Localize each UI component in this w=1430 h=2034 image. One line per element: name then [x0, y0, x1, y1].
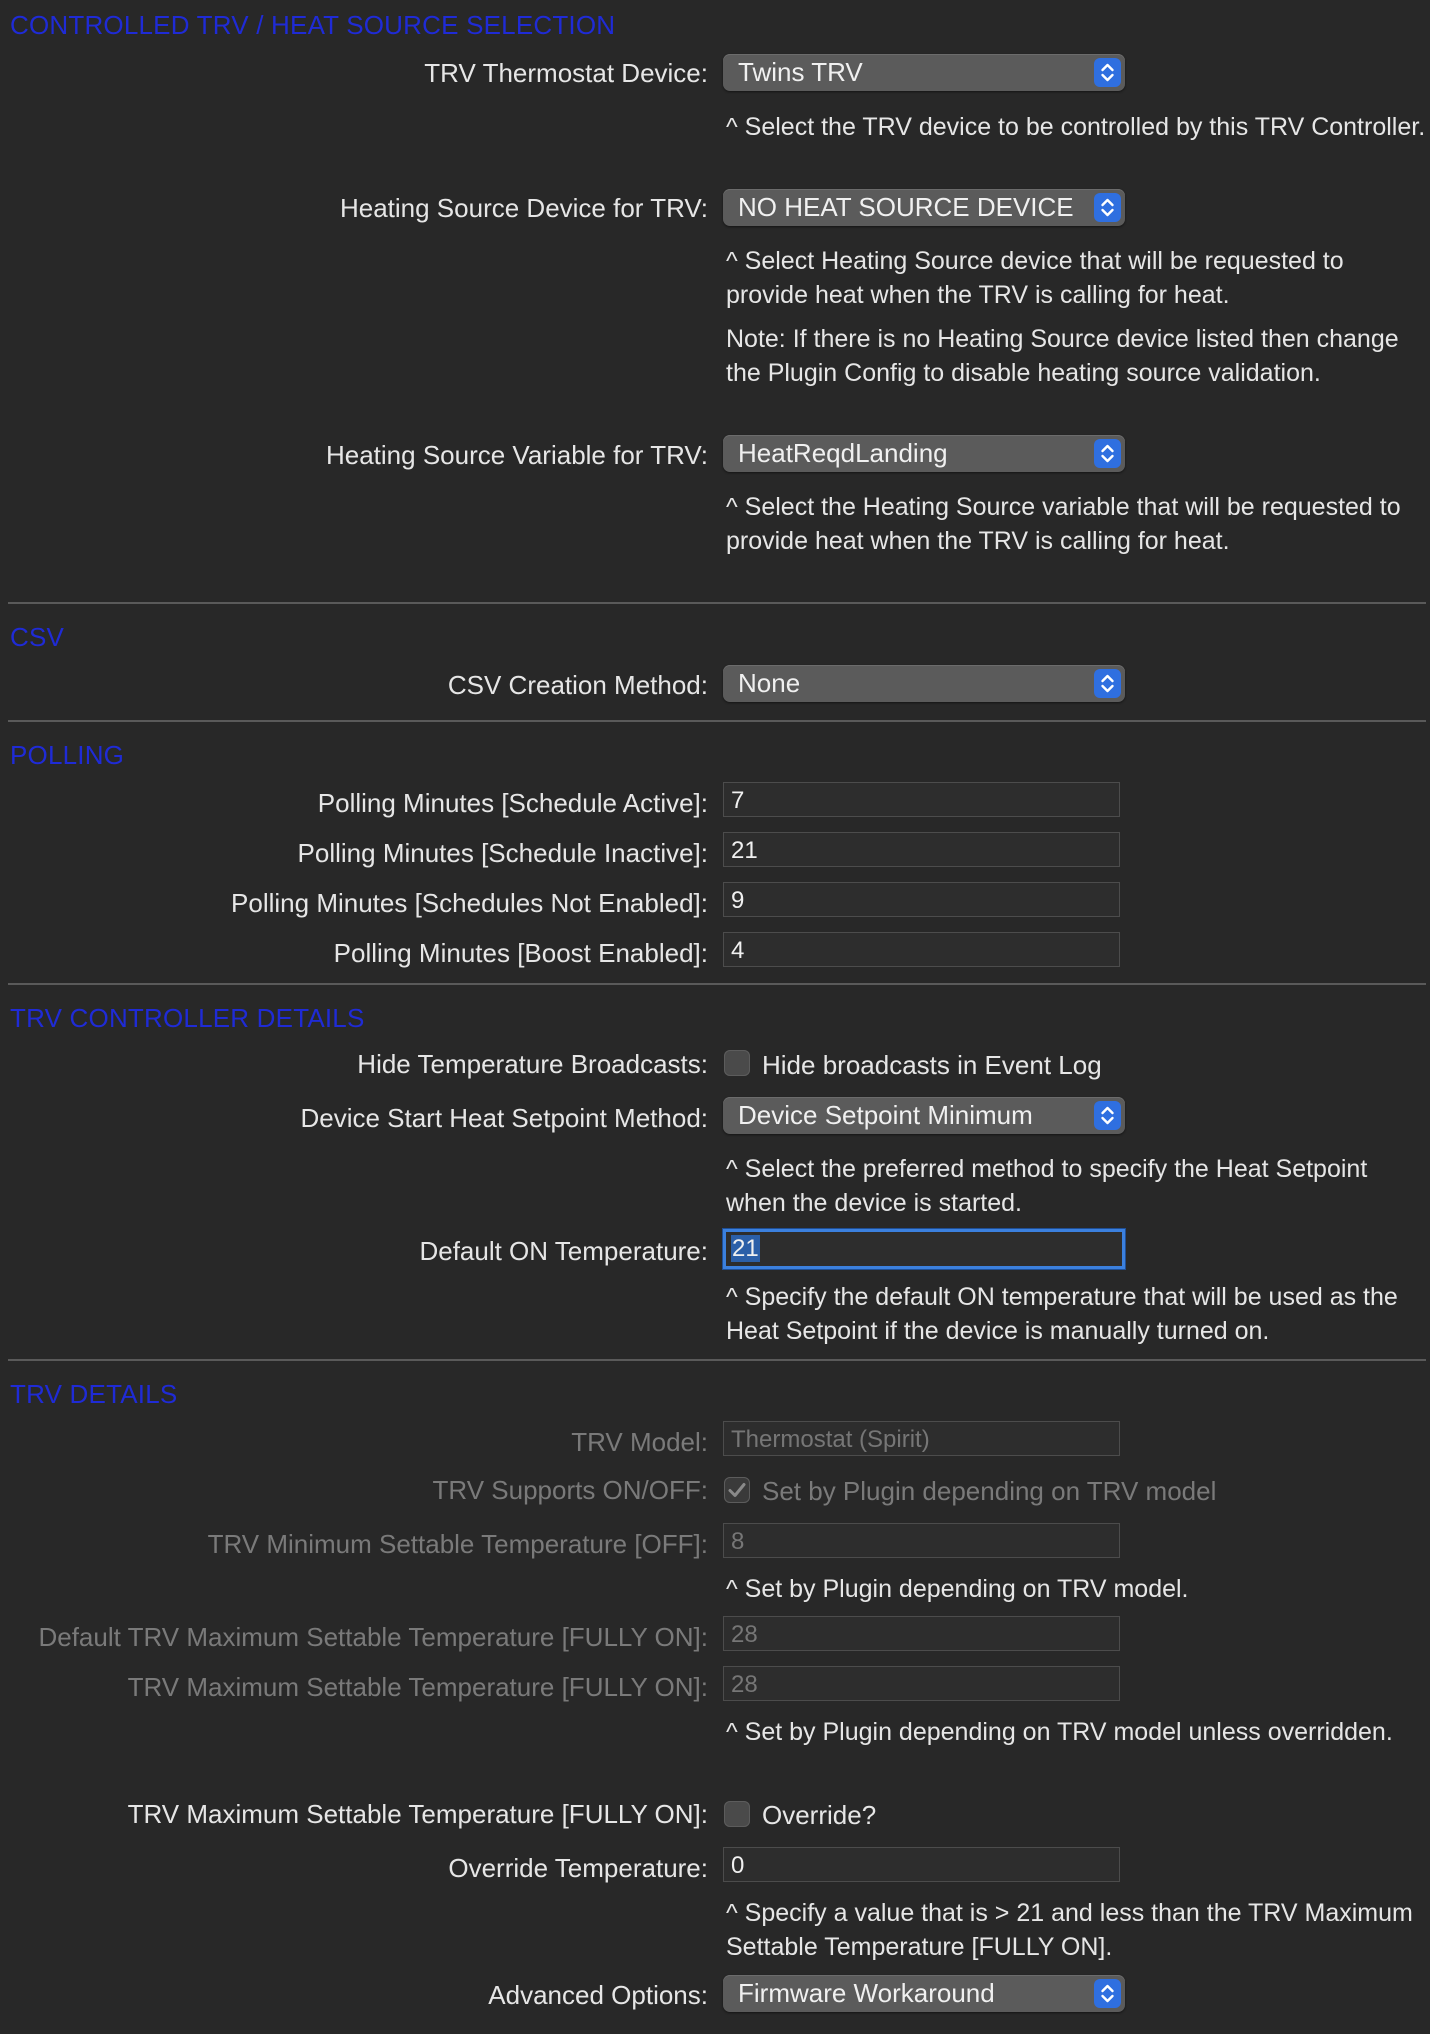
hide-broadcasts-checkbox-label[interactable]: Hide broadcasts in Event Log [762, 1050, 1102, 1080]
default-on-temperature-help: ^ Specify the default ON temperature that will be used as the Heat Setpoint if the device is manually turned on. [726, 1283, 1398, 1345]
trv-min-settable-temp-field [723, 1523, 1120, 1558]
override-checkbox-label[interactable]: Override? [762, 1800, 877, 1830]
device-start-heat-setpoint-popup[interactable] [723, 1097, 1125, 1134]
override-temperature-help: ^ Specify a value that is > 21 and less than the TRV Maximum Settable Temperature [FULLY ON]. [726, 1899, 1413, 1961]
section-header-controller: TRV CONTROLLER DETAILS [10, 1003, 365, 1033]
heating-source-variable-popup[interactable] [723, 435, 1125, 472]
polling-schedules-not-enabled-field[interactable] [723, 882, 1120, 917]
polling-schedule-inactive-label: Polling Minutes [Schedule Inactive]: [297, 838, 708, 868]
override-temperature-field[interactable] [723, 1847, 1120, 1882]
override-temperature-value: 0 [731, 1852, 745, 1879]
default-trv-max-settable-temp-field [723, 1616, 1120, 1651]
section-header-csv: CSV [10, 622, 65, 652]
polling-schedule-active-label: Polling Minutes [Schedule Active]: [317, 788, 708, 818]
trv-max-settable-temp-value: 28 [731, 1671, 758, 1698]
default-on-temperature-value: 21 [732, 1235, 759, 1262]
trv-min-settable-temp-value: 8 [731, 1528, 745, 1555]
section-divider [8, 720, 1426, 722]
trv-max-settable-temp-help: ^ Set by Plugin depending on TRV model unless overridden. [726, 1718, 1393, 1746]
csv-creation-method-label: CSV Creation Method: [447, 670, 708, 700]
polling-schedules-not-enabled-label: Polling Minutes [Schedules Not Enabled]: [231, 888, 708, 918]
trv-supports-onoff-checkbox [724, 1477, 750, 1503]
polling-boost-enabled-value: 4 [731, 937, 745, 964]
heating-source-device-popup[interactable] [723, 189, 1125, 226]
trv-thermostat-device-value: Twins TRV [738, 57, 863, 87]
chevron-up-down-icon [1094, 193, 1121, 222]
trv-model-label: TRV Model: [571, 1427, 708, 1457]
heating-source-device-help: ^ Select Heating Source device that will be requested to provide heat when the TRV is calling for heat. [726, 247, 1344, 309]
checkmark-icon [724, 1477, 750, 1503]
polling-schedule-inactive-value: 21 [731, 837, 758, 864]
trv-thermostat-device-popup[interactable] [723, 54, 1125, 91]
override-temperature-label: Override Temperature: [448, 1853, 708, 1883]
section-header-polling: POLLING [10, 740, 125, 770]
section-divider [8, 602, 1426, 604]
override-checkbox[interactable] [724, 1801, 750, 1827]
device-start-heat-setpoint-value: Device Setpoint Minimum [738, 1100, 1033, 1130]
heating-source-variable-help: ^ Select the Heating Source variable that will be requested to provide heat when the TRV is calling for heat. [726, 493, 1401, 555]
section-header-controlled: CONTROLLED TRV / HEAT SOURCE SELECTION [10, 10, 616, 40]
polling-schedule-active-value: 7 [731, 787, 745, 814]
polling-boost-enabled-field[interactable] [723, 932, 1120, 967]
section-header-trv: TRV DETAILS [10, 1379, 178, 1409]
trv-supports-onoff-checkbox-label: Set by Plugin depending on TRV model [762, 1476, 1217, 1506]
polling-boost-enabled-label: Polling Minutes [Boost Enabled]: [333, 938, 708, 968]
heating-source-device-note: Note: If there is no Heating Source device listed then change the Plugin Config to disable heating source validation. [726, 325, 1399, 387]
section-divider [8, 983, 1426, 985]
chevron-up-down-icon [1094, 1101, 1121, 1130]
default-trv-max-settable-temp-label: Default TRV Maximum Settable Temperature [FULLY ON]: [38, 1622, 708, 1652]
polling-schedule-inactive-field[interactable] [723, 832, 1120, 867]
trv-thermostat-device-help: ^ Select the TRV device to be controlled by this TRV Controller. [726, 113, 1426, 141]
advanced-options-popup[interactable] [723, 1975, 1125, 2012]
chevron-up-down-icon [1094, 669, 1121, 698]
heating-source-variable-value: HeatReqdLanding [738, 438, 948, 468]
polling-schedule-active-field[interactable] [723, 782, 1120, 817]
heating-source-variable-label: Heating Source Variable for TRV: [325, 440, 708, 470]
trv-thermostat-device-label: TRV Thermostat Device: [424, 58, 708, 88]
trv-max-settable-temp-field [723, 1666, 1120, 1701]
trv-min-settable-temp-help: ^ Set by Plugin depending on TRV model. [726, 1575, 1189, 1603]
advanced-options-value: Firmware Workaround [738, 1978, 995, 2008]
chevron-up-down-icon [1094, 1979, 1121, 2008]
device-start-heat-setpoint-help: ^ Select the preferred method to specify the Heat Setpoint when the device is started. [726, 1155, 1368, 1217]
hide-broadcasts-checkbox[interactable] [724, 1050, 750, 1076]
csv-creation-method-value: None [738, 668, 801, 698]
trv-min-settable-temp-label: TRV Minimum Settable Temperature [OFF]: [207, 1529, 708, 1559]
heating-source-device-value: NO HEAT SOURCE DEVICE [738, 192, 1074, 222]
chevron-up-down-icon [1094, 439, 1121, 468]
default-trv-max-settable-temp-value: 28 [731, 1621, 758, 1648]
trv-supports-onoff-label: TRV Supports ON/OFF: [432, 1475, 708, 1505]
polling-schedules-not-enabled-value: 9 [731, 887, 745, 914]
csv-creation-method-popup[interactable] [723, 665, 1125, 702]
heating-source-device-label: Heating Source Device for TRV: [339, 193, 708, 223]
hide-temperature-broadcasts-label: Hide Temperature Broadcasts: [357, 1049, 708, 1079]
trv-max-settable-temp-label: TRV Maximum Settable Temperature [FULLY ON]: [127, 1672, 708, 1702]
advanced-options-label: Advanced Options: [488, 1980, 708, 2010]
trv-model-field [723, 1421, 1120, 1456]
trv-model-value: Thermostat (Spirit) [731, 1426, 930, 1453]
default-on-temperature-field[interactable] [723, 1229, 1125, 1269]
chevron-up-down-icon [1094, 58, 1121, 87]
section-divider [8, 1359, 1426, 1361]
trv-max-override-label: TRV Maximum Settable Temperature [FULLY ON]: [127, 1799, 708, 1829]
device-start-heat-setpoint-label: Device Start Heat Setpoint Method: [300, 1103, 708, 1133]
default-on-temperature-label: Default ON Temperature: [419, 1236, 708, 1266]
